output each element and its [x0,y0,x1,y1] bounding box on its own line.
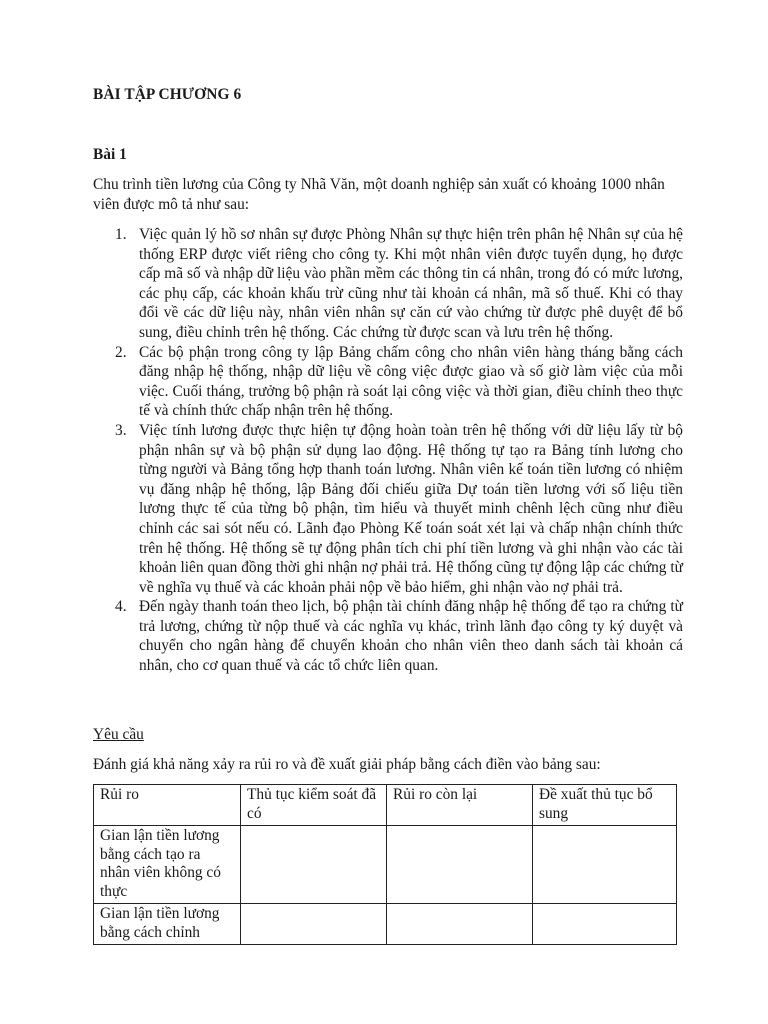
list-item-number: 3. [115,421,127,439]
process-steps-list [93,225,683,676]
list-item [93,225,683,343]
table-cell: Gian lận tiền lương bằng cách chỉnh [94,904,241,945]
requirement-heading: Yêu cầu [93,726,144,743]
table-cell [387,904,533,945]
table-row [94,826,677,904]
list-item-text: Việc quản lý hồ sơ nhân sự được Phòng Nhân sự thực hiện trên phân hệ Nhân sự của hệ thống ERP được viết riêng cho công ty. Khi một nhân viên được tuyển dụng, họ được cấp mã số và nhập dữ liệu vào phần mềm các thông tin cá nhân, trong đó có mức lương, các phụ cấp, các khoản khấu trừ cũng như tài khoản cá nhân, mã số thuế. Khi có thay đổi về các dữ liệu này, nhân viên nhân sự căn cứ vào chứng từ được phê duyệt để bổ sung, điều chỉnh trên hệ thống. Các chứng từ được scan và lưu trên hệ thống. [139,226,683,341]
list-item-text: Các bộ phận trong công ty lập Bảng chấm công cho nhân viên hàng tháng bằng cách đăng nhập hệ thống, nhập dữ liệu về công việc được giao và số giờ làm việc của mỗi việc. Cuối tháng, trưởng bộ phận rà soát lại công việc và thời gian, điều chỉnh theo thực tế và chính thức chấp nhận trên hệ thống. [139,343,683,420]
table-header-row [94,785,677,826]
table-cell: Gian lận tiền lương bằng cách tạo ra nhân viên không có thực [94,826,241,904]
list-item-number: 2. [115,343,127,361]
table-cell [387,826,533,904]
list-item-number: 4. [115,598,127,616]
table-cell [241,826,387,904]
requirement-text: Đánh giá khả năng xảy ra rủi ro và đề xuất giải pháp bằng cách điền vào bảng sau: [93,756,601,773]
header-existing-controls: Thủ tục kiểm soát đã có [241,785,387,826]
list-item [93,343,683,421]
header-risk: Rủi ro [94,785,241,826]
list-item-number: 1. [115,226,127,243]
risk-assessment-table [93,784,677,945]
table-cell [241,904,387,945]
chapter-title: BÀI TẬP CHƯƠNG 6 [93,86,242,103]
list-item-text: Đến ngày thanh toán theo lịch, bộ phận tài chính đăng nhập hệ thống để tạo ra chứng từ trả lương, chứng từ nộp thuế và các nghĩa vụ khác, trình lãnh đạo công ty ký duyệt và chuyển cho ngân hàng để chuyển khoản cho nhân viên theo danh sách tài khoản cá nhân, cho cơ quan thuế và các tổ chức liên quan. [139,598,683,675]
table-cell [533,826,677,904]
list-item [93,597,683,675]
list-item [93,421,683,597]
header-residual-risk: Rủi ro còn lại [387,785,533,826]
exercise-title: Bài 1 [93,146,127,163]
list-item-text: Việc tính lương được thực hiện tự động hoàn toàn trên hệ thống với dữ liệu lấy từ bộ phận nhân sự và bộ phận sử dụng lao động. Hệ thống tự tạo ra Bảng tính lương cho từng người và Bảng tổng hợp thanh toán lương. Nhân viên kế toán tiền lương có nhiệm vụ đăng nhập hệ thống, lập Bảng đối chiếu giữa Dự toán tiền lương với số liệu tiền lương thực tế của từng bộ phận, tìm hiểu và thuyết minh chênh lệch cũng như điều chỉnh các sai sót nếu có. Lãnh đạo Phòng Kế toán soát xét lại và chấp nhận chính thức trên hệ thống. Hệ thống sẽ tự động phân tích chi phí tiền lương và ghi nhận vào các tài khoản liên quan đồng thời ghi nhận nợ phải trả. Hệ thống cũng tự động lập các chứng từ về nghĩa vụ thuế và các khoản phải nộp về bảo hiểm, ghi nhận vào nợ phải trả. [139,421,683,596]
header-proposed-controls: Đề xuất thủ tục bổ sung [533,785,677,826]
table-row [94,904,677,945]
intro-paragraph: Chu trình tiền lương của Công ty Nhã Văn, một doanh nghiệp sản xuất có khoảng 1000 nhân viên được mô tả như sau: [93,176,665,213]
table-cell [533,904,677,945]
